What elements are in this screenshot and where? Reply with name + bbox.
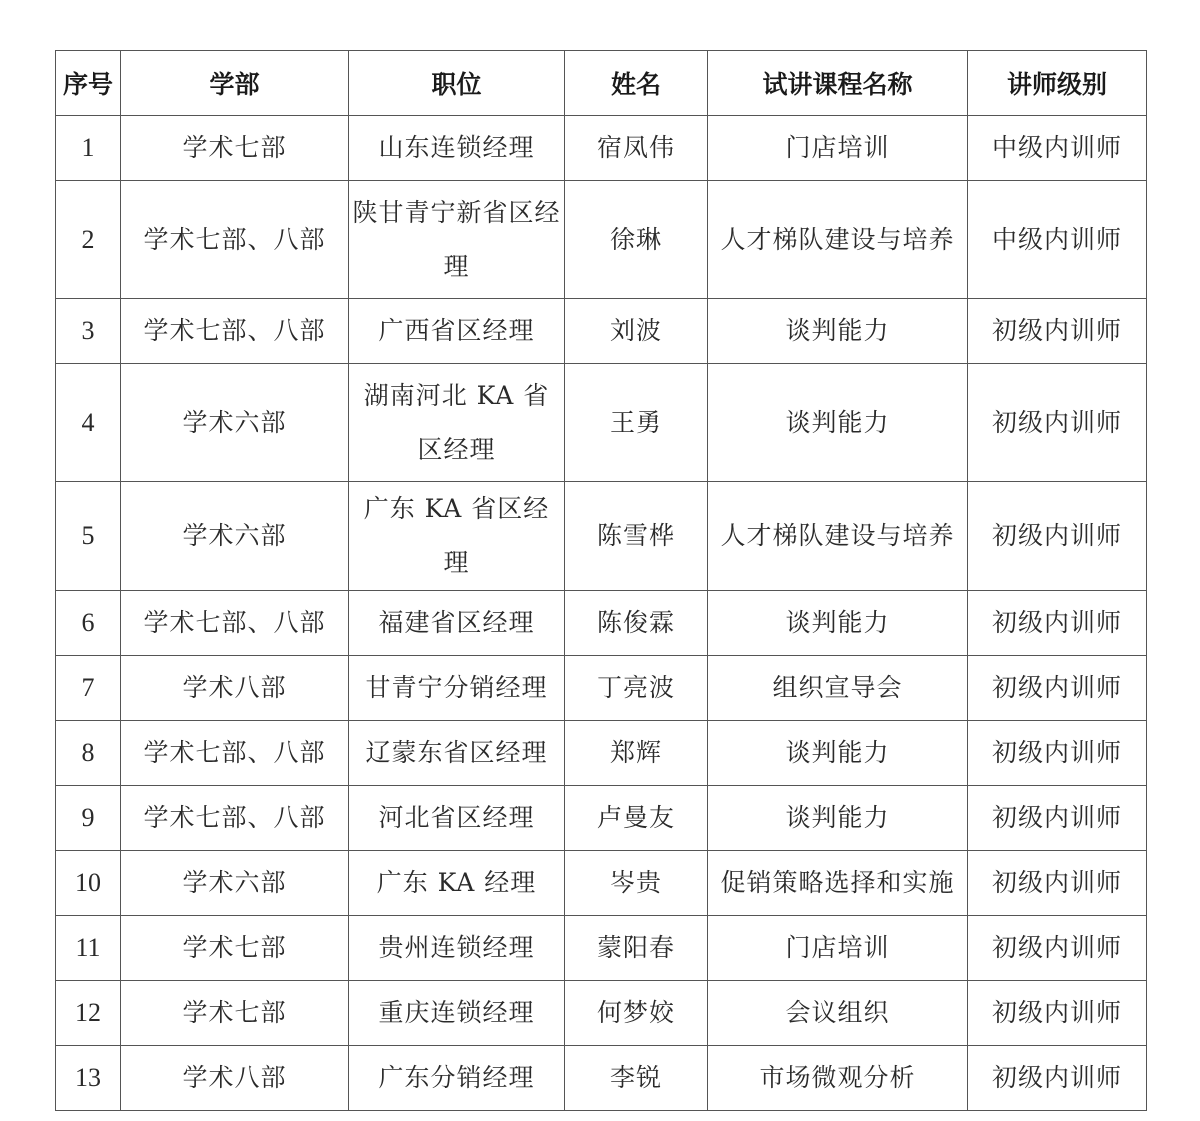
table-row: [56, 981, 1147, 1046]
cell-level: 初级内训师: [968, 1046, 1147, 1111]
cell-course: 谈判能力: [708, 299, 968, 364]
cell-department: 学术七部、八部: [121, 591, 349, 656]
cell-index: 5: [56, 482, 121, 591]
cell-index: 4: [56, 364, 121, 482]
cell-level: 初级内训师: [968, 591, 1147, 656]
cell-department: 学术六部: [121, 364, 349, 482]
cell-position: 山东连锁经理: [349, 116, 565, 181]
cell-name: 徐琳: [565, 181, 708, 299]
cell-level: 初级内训师: [968, 786, 1147, 851]
cell-name: 卢曼友: [565, 786, 708, 851]
cell-course: 谈判能力: [708, 721, 968, 786]
cell-level: 初级内训师: [968, 916, 1147, 981]
table-row: [56, 591, 1147, 656]
cell-department: 学术七部、八部: [121, 181, 349, 299]
cell-index: 6: [56, 591, 121, 656]
cell-department: 学术七部: [121, 916, 349, 981]
cell-name: 陈俊霖: [565, 591, 708, 656]
cell-course: 门店培训: [708, 916, 968, 981]
cell-name: 刘波: [565, 299, 708, 364]
cell-position: 贵州连锁经理: [349, 916, 565, 981]
cell-name: 蒙阳春: [565, 916, 708, 981]
cell-index: 13: [56, 1046, 121, 1111]
cell-position: 广东 KA 经理: [349, 851, 565, 916]
cell-index: 7: [56, 656, 121, 721]
cell-name: 王勇: [565, 364, 708, 482]
cell-course: 谈判能力: [708, 364, 968, 482]
cell-course: 人才梯队建设与培养: [708, 482, 968, 591]
table-row: [56, 721, 1147, 786]
table-row: [56, 656, 1147, 721]
cell-index: 2: [56, 181, 121, 299]
cell-department: 学术八部: [121, 1046, 349, 1111]
cell-index: 9: [56, 786, 121, 851]
table-row: [56, 851, 1147, 916]
cell-index: 1: [56, 116, 121, 181]
table-body: [56, 116, 1147, 1111]
cell-position: 重庆连锁经理: [349, 981, 565, 1046]
cell-name: 何梦姣: [565, 981, 708, 1046]
table-row: [56, 116, 1147, 181]
cell-index: 12: [56, 981, 121, 1046]
cell-position: 辽蒙东省区经理: [349, 721, 565, 786]
header-department: 学部: [121, 51, 349, 116]
cell-course: 会议组织: [708, 981, 968, 1046]
cell-position: 广东分销经理: [349, 1046, 565, 1111]
header-course: 试讲课程名称: [708, 51, 968, 116]
cell-department: 学术八部: [121, 656, 349, 721]
cell-position: 福建省区经理: [349, 591, 565, 656]
cell-level: 初级内训师: [968, 851, 1147, 916]
cell-position: 广东 KA 省区经理: [349, 482, 565, 591]
cell-department: 学术六部: [121, 482, 349, 591]
cell-name: 宿凤伟: [565, 116, 708, 181]
cell-name: 岑贵: [565, 851, 708, 916]
cell-department: 学术七部、八部: [121, 299, 349, 364]
cell-position: 河北省区经理: [349, 786, 565, 851]
cell-course: 谈判能力: [708, 786, 968, 851]
cell-department: 学术六部: [121, 851, 349, 916]
cell-course: 促销策略选择和实施: [708, 851, 968, 916]
cell-name: 丁亮波: [565, 656, 708, 721]
trainer-table: [55, 50, 1147, 1111]
header-index: 序号: [56, 51, 121, 116]
header-level: 讲师级别: [968, 51, 1147, 116]
cell-name: 陈雪桦: [565, 482, 708, 591]
cell-position: 湖南河北 KA 省区经理: [349, 364, 565, 482]
cell-level: 中级内训师: [968, 116, 1147, 181]
table-row: [56, 299, 1147, 364]
table-row: [56, 916, 1147, 981]
cell-course: 组织宣导会: [708, 656, 968, 721]
cell-level: 初级内训师: [968, 299, 1147, 364]
cell-course: 门店培训: [708, 116, 968, 181]
cell-index: 8: [56, 721, 121, 786]
cell-level: 中级内训师: [968, 181, 1147, 299]
cell-index: 11: [56, 916, 121, 981]
cell-level: 初级内训师: [968, 981, 1147, 1046]
cell-level: 初级内训师: [968, 482, 1147, 591]
cell-level: 初级内训师: [968, 656, 1147, 721]
header-name: 姓名: [565, 51, 708, 116]
table-row: [56, 1046, 1147, 1111]
cell-department: 学术七部、八部: [121, 721, 349, 786]
cell-position: 陕甘青宁新省区经理: [349, 181, 565, 299]
cell-position: 甘青宁分销经理: [349, 656, 565, 721]
table-row: [56, 181, 1147, 299]
cell-level: 初级内训师: [968, 364, 1147, 482]
cell-name: 郑辉: [565, 721, 708, 786]
cell-department: 学术七部、八部: [121, 786, 349, 851]
cell-department: 学术七部: [121, 116, 349, 181]
cell-course: 市场微观分析: [708, 1046, 968, 1111]
table-row: [56, 364, 1147, 482]
cell-position: 广西省区经理: [349, 299, 565, 364]
table-row: [56, 482, 1147, 591]
cell-index: 10: [56, 851, 121, 916]
cell-department: 学术七部: [121, 981, 349, 1046]
cell-course: 谈判能力: [708, 591, 968, 656]
table-row: [56, 786, 1147, 851]
cell-name: 李锐: [565, 1046, 708, 1111]
cell-course: 人才梯队建设与培养: [708, 181, 968, 299]
header-position: 职位: [349, 51, 565, 116]
table-header-row: [56, 51, 1147, 116]
cell-level: 初级内训师: [968, 721, 1147, 786]
cell-index: 3: [56, 299, 121, 364]
